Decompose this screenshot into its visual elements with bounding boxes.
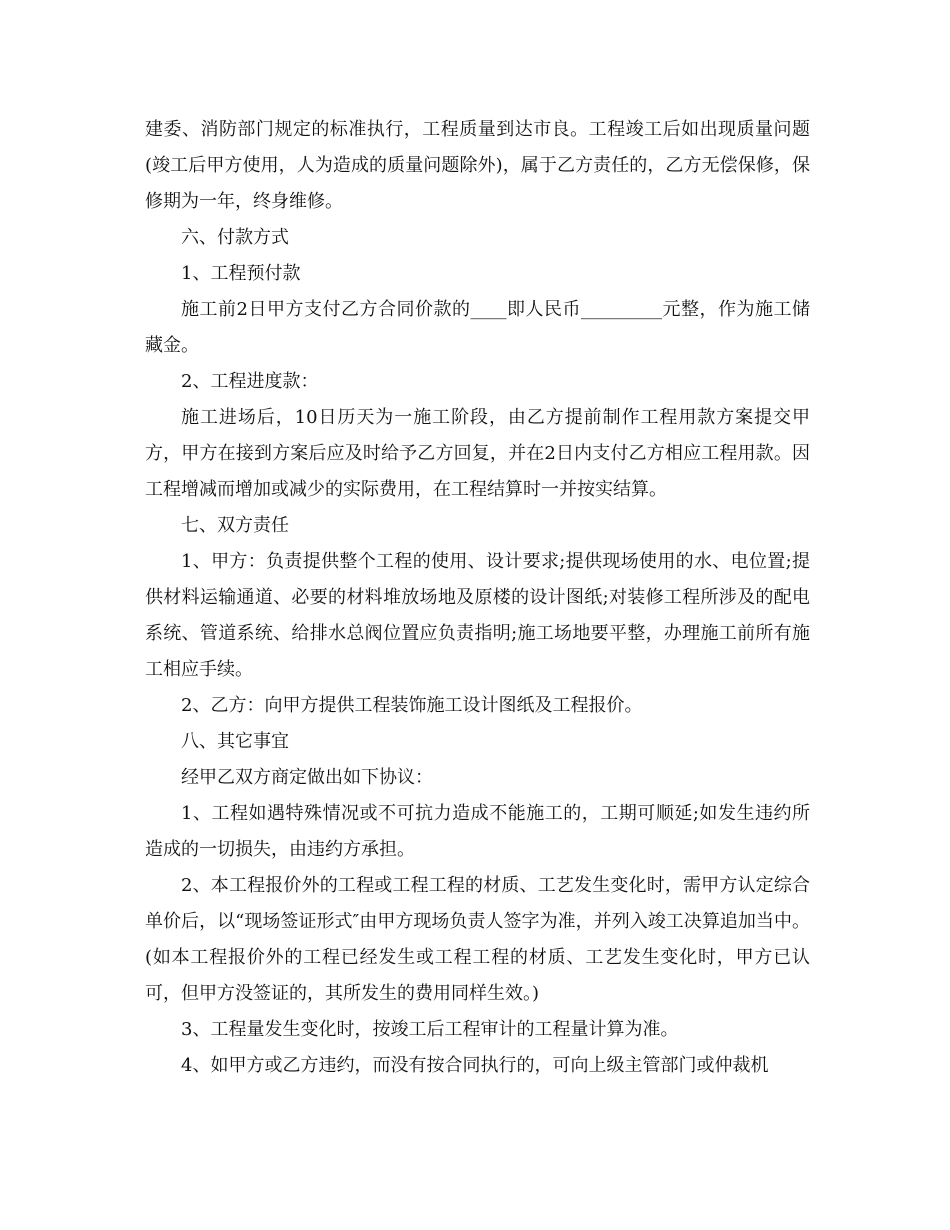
heading-other-matters: 八、其它事宜 <box>181 731 289 752</box>
heading-responsibilities: 七、双方责任 <box>181 515 289 536</box>
paragraph-advance-payment: 施工前2日甲方支付乙方合同价款的____即人民币_________元整，作为施工储藏金。 <box>145 299 810 356</box>
paragraph-force-majeure: 1、工程如遇特殊情况或不可抗力造成不能施工的，工期可顺延;如发生违约所造成的一切损失，由违约方承担。 <box>145 803 810 860</box>
paragraph-quality-warranty: 建委、消防部门规定的标准执行，工程质量到达市良。工程竣工后如出现质量问题(竣工后甲方使用，人为造成的质量问题除外)，属于乙方责任的，乙方无偿保修，保修期为一年，终身维修。 <box>145 119 810 212</box>
document-body <box>145 112 810 1084</box>
paragraph-progress-payment: 施工进场后，10日历天为一施工阶段，由乙方提前制作工程用款方案提交甲方，甲方在接到方案后应及时给予乙方回复，并在2日内支付乙方相应工程用款。因工程增减而增加或减少的实际费用，在工程结算时一并按实结算。 <box>145 407 810 500</box>
subheading-advance-payment: 1、工程预付款 <box>181 263 301 284</box>
paragraph-quantity-change: 3、工程量发生变化时，按竣工后工程审计的工程量计算为准。 <box>181 1019 679 1040</box>
paragraph-change-pricing: 2、本工程报价外的工程或工程工程的材质、工艺发生变化时，需甲方认定综合单价后，以“现场签证形式″由甲方现场负责人签字为准，并列入竣工决算追加当中。(如本工程报价外的工程已经发生或工程工程的材质、工艺发生变化时，甲方已认可，但甲方没签证的，其所发生的费用同样生效。) <box>145 875 810 1004</box>
heading-payment-method: 六、付款方式 <box>181 227 289 248</box>
paragraph-party-a-duties: 1、甲方：负责提供整个工程的使用、设计要求;提供现场使用的水、电位置;提供材料运输通道、必要的材料堆放场地及原楼的设计图纸;对装修工程所涉及的配电系统、管道系统、给排水总阀位置应负责指明;施工场地要平整，办理施工前所有施工相应手续。 <box>145 551 810 680</box>
paragraph-agreement-intro: 经甲乙双方商定做出如下协议： <box>181 767 433 788</box>
paragraph-breach: 4、如甲方或乙方违约，而没有按合同执行的，可向上级主管部门或仲裁机 <box>181 1055 769 1076</box>
subheading-progress-payment: 2、工程进度款： <box>181 371 319 392</box>
paragraph-party-b-duties: 2、乙方：向甲方提供工程装饰施工设计图纸及工程报价。 <box>181 695 643 716</box>
